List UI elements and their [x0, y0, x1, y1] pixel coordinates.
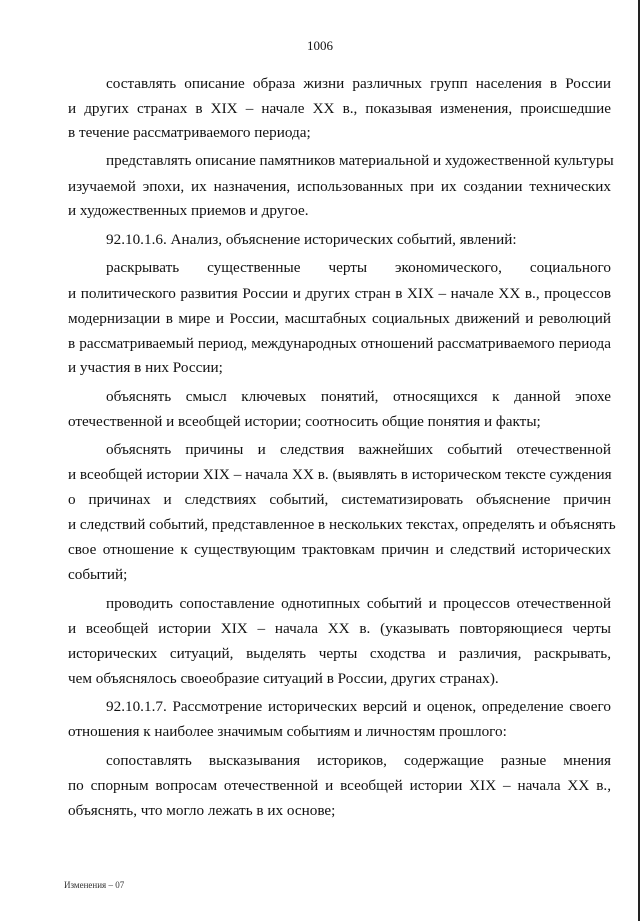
footer-note: Изменения – 07 [64, 880, 125, 890]
text-line: и всеобщей истории XIX – начала XX в. (выявлять в историческом тексте суждения [68, 466, 612, 483]
text-line: исторических ситуаций, выделять черты сходства и различия, раскрывать, [68, 645, 611, 662]
text-line: проводить сопоставление однотипных событий и процессов отечественной [106, 595, 611, 612]
text-line: составлять описание образа жизни различных групп населения в России [106, 75, 611, 92]
text-line: и художественных приемов и другое. [68, 202, 309, 219]
text-line: о причинах и следствиях событий, систематизировать объяснение причин [68, 491, 611, 508]
text-line: и других странах в XIX – начале XX в., показывая изменения, происшедшие [68, 100, 611, 117]
text-line: и следствий событий, представленное в нескольких текстах, определять и объяснять [68, 516, 616, 533]
text-line: объяснять причины и следствия важнейших событий отечественной [106, 441, 611, 458]
text-line: объяснять, что могло лежать в их основе; [68, 802, 336, 819]
text-line: и политического развития России и других стран в XIX – начале XX в., процессов [68, 285, 611, 302]
text-line: сопоставлять высказывания историков, содержащие разные мнения [106, 752, 611, 769]
text-line: в течение рассматриваемого периода; [68, 124, 311, 141]
text-line: отечественной и всеобщей истории; соотносить общие понятия и факты; [68, 413, 541, 430]
text-line: свое отношение к существующим трактовкам причин и следствий исторических [68, 541, 611, 558]
section-heading: отношения к наиболее значимым событиям и личностям прошлого: [68, 723, 507, 740]
page-number: 1006 [307, 38, 333, 53]
text-line: объяснять смысл ключевых понятий, относящихся к данной эпохе [106, 388, 611, 405]
text-line: событий; [68, 566, 128, 583]
text-line: модернизации в мире и России, масштабных социальных движений и революций [68, 310, 611, 327]
text-line: чем объяснялось своеобразие ситуаций в России, других странах). [68, 670, 499, 687]
text-line: и участия в них России; [68, 359, 223, 376]
text-line: представлять описание памятников материальной и художественной культуры [106, 152, 614, 169]
section-heading: 92.10.1.6. Анализ, объяснение исторических событий, явлений: [106, 231, 517, 248]
text-line: раскрывать существенные черты экономического, социального [106, 259, 611, 276]
text-line: в рассматриваемый период, международных отношений рассматриваемого периода [68, 335, 611, 352]
text-line: изучаемой эпохи, их назначения, использованных при их создании технических [68, 178, 611, 195]
text-line: по спорным вопросам отечественной и всеобщей истории XIX – начала XX в., [68, 777, 611, 794]
section-heading: 92.10.1.7. Рассмотрение исторических версий и оценок, определение своего [106, 698, 611, 715]
text-line: и всеобщей истории XIX – начала XX в. (указывать повторяющиеся черты [68, 620, 611, 637]
